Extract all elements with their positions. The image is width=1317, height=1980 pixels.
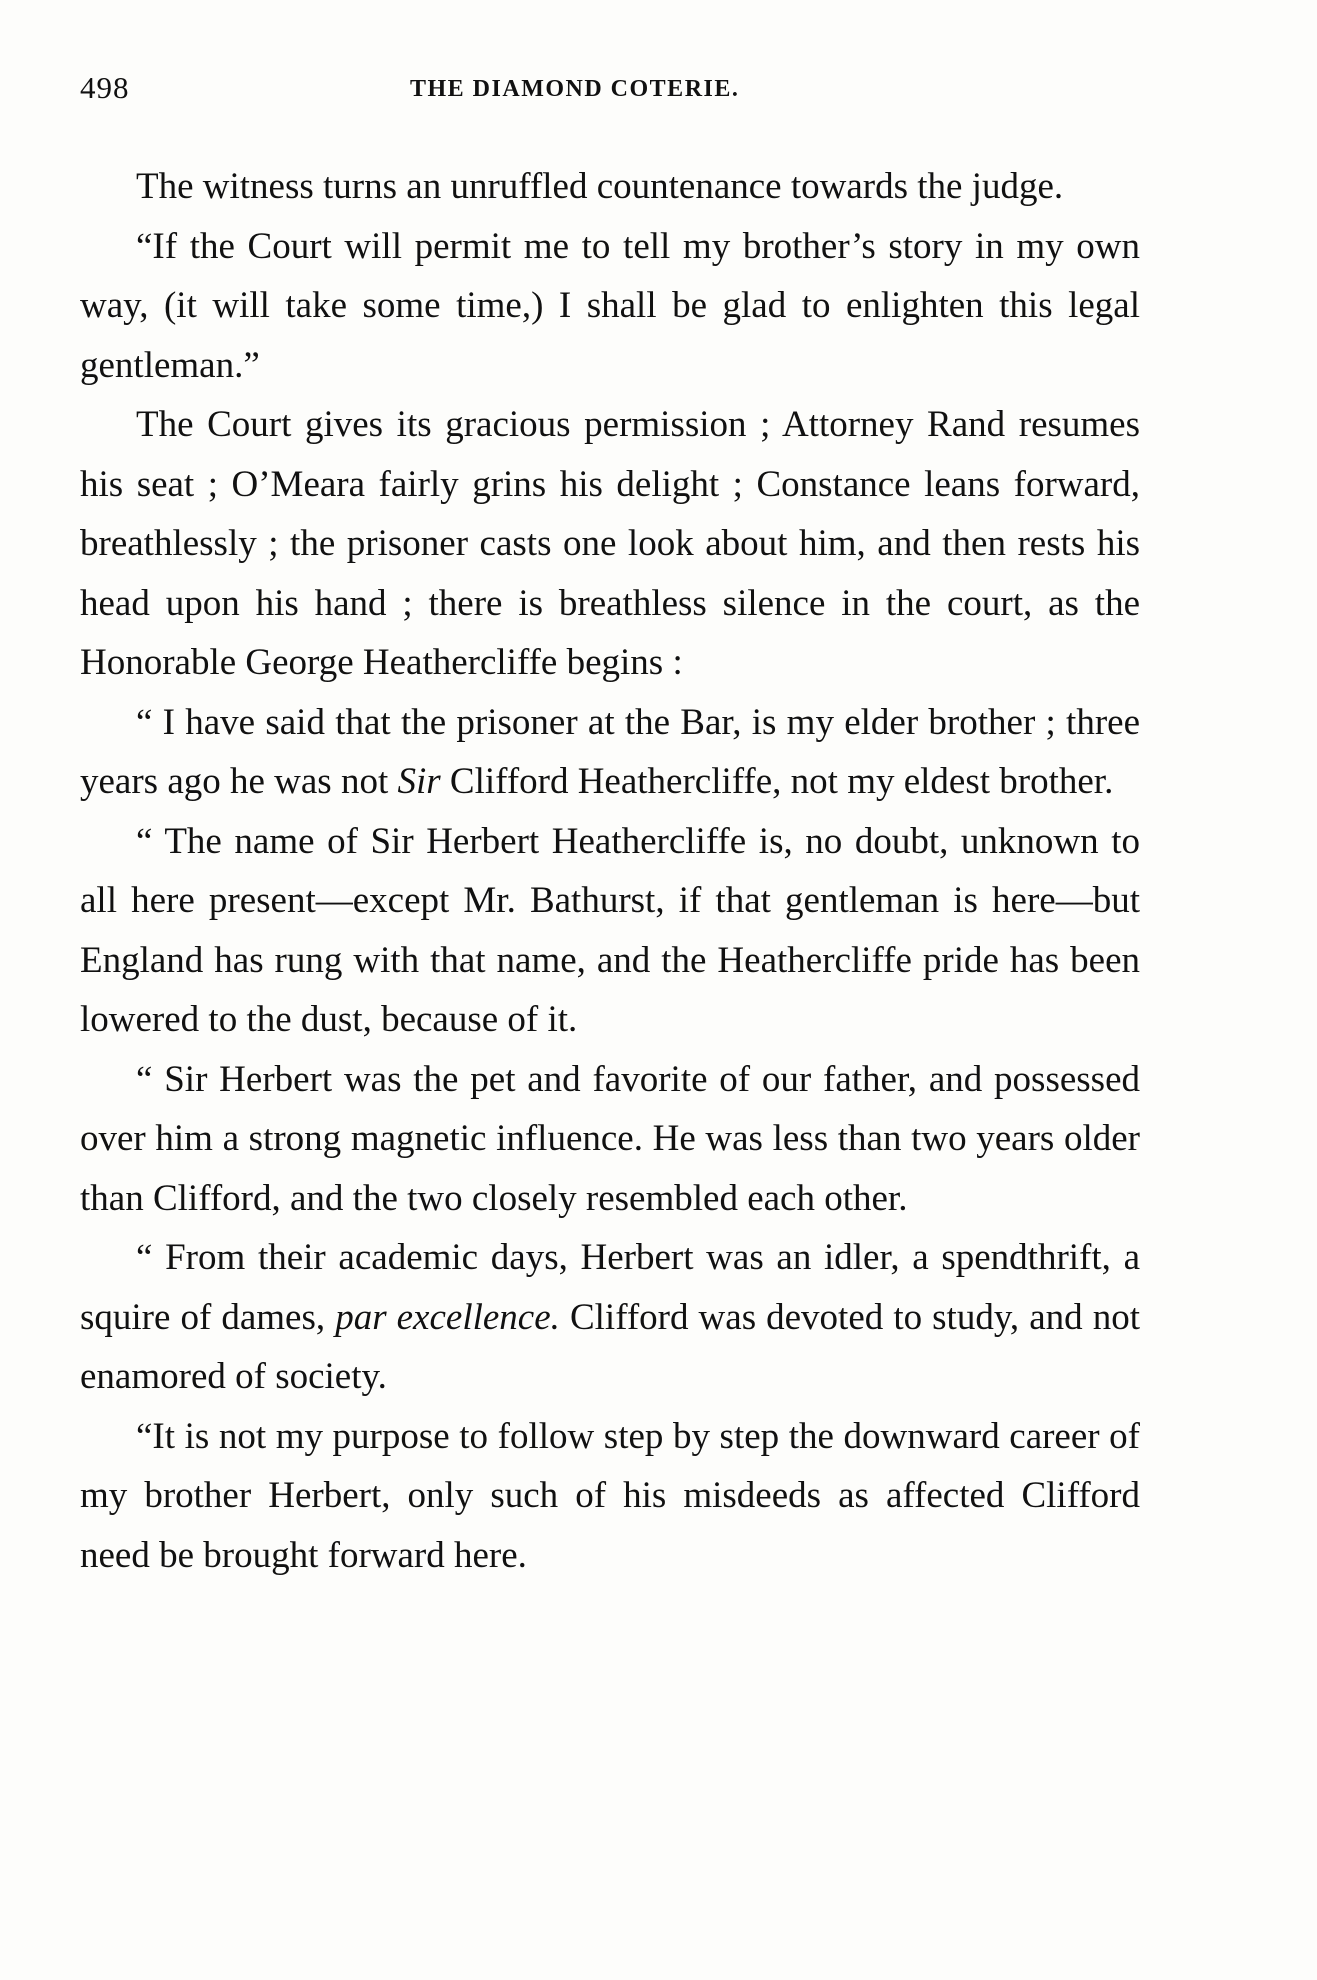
page-header <box>80 70 1140 130</box>
body-text <box>80 157 1140 1585</box>
paragraph-7 <box>80 1228 1140 1407</box>
paragraph-4-italic: Sir <box>397 761 441 802</box>
paragraph-7-italic: par excellence. <box>335 1296 560 1338</box>
paragraph-2: “If the Court will permit me to tell my brother’s story in my own way, (it will take some time,) I shall be glad to enlighten this legal gentleman.” <box>80 225 1140 386</box>
running-title: THE DIAMOND COTERIE. <box>410 76 740 102</box>
paragraph-8: “It is not my purpose to follow step by step the downward career of my brother Herbert, only such of his misdeeds as affected Clifford need be brought forward here. <box>80 1415 1140 1576</box>
paragraph-5: “ The name of Sir Herbert Heathercliffe is, no doubt, unknown to all here present—except Mr. Bathurst, if that gentleman is here—but England has rung with that name, and the Heathercliffe pride has been lowered to the dust, because of it. <box>80 820 1140 1040</box>
paragraph-3: The Court gives its gracious permission ; Attorney Rand resumes his seat ; O’Meara fairly grins his delight ; Constance leans forward, breathlessly ; the prisoner casts one look about him, and then rests his head upon his hand ; there is breathless silence in the court, as the Honorable George Heathercliffe begins : <box>80 404 1140 683</box>
paragraph-7-text-before: “ From their academic days, Herbert was an idler, a spendthrift, a squire of dames, <box>80 1237 1140 1338</box>
paragraph-7-text-after: Clifford was devoted to study, and not enamored of society. <box>80 1296 1140 1397</box>
page-number: 498 <box>80 70 130 105</box>
paragraph-4-text-after: Clifford Heathercliffe, not my eldest brother. <box>440 761 1114 802</box>
paragraph-6: “ Sir Herbert was the pet and favorite of our father, and possessed over him a strong magnetic influence. He was less than two years older than Clifford, and the two closely resembled each other. <box>80 1058 1140 1219</box>
paragraph-1: The witness turns an unruffled countenance towards the judge. <box>136 166 1064 207</box>
paragraph-4-text-before: “ I have said that the prisoner at the Bar, is my elder brother ; three years ago he was not <box>80 701 1140 802</box>
book-page <box>80 70 1140 1576</box>
paragraph-4 <box>80 693 1140 812</box>
